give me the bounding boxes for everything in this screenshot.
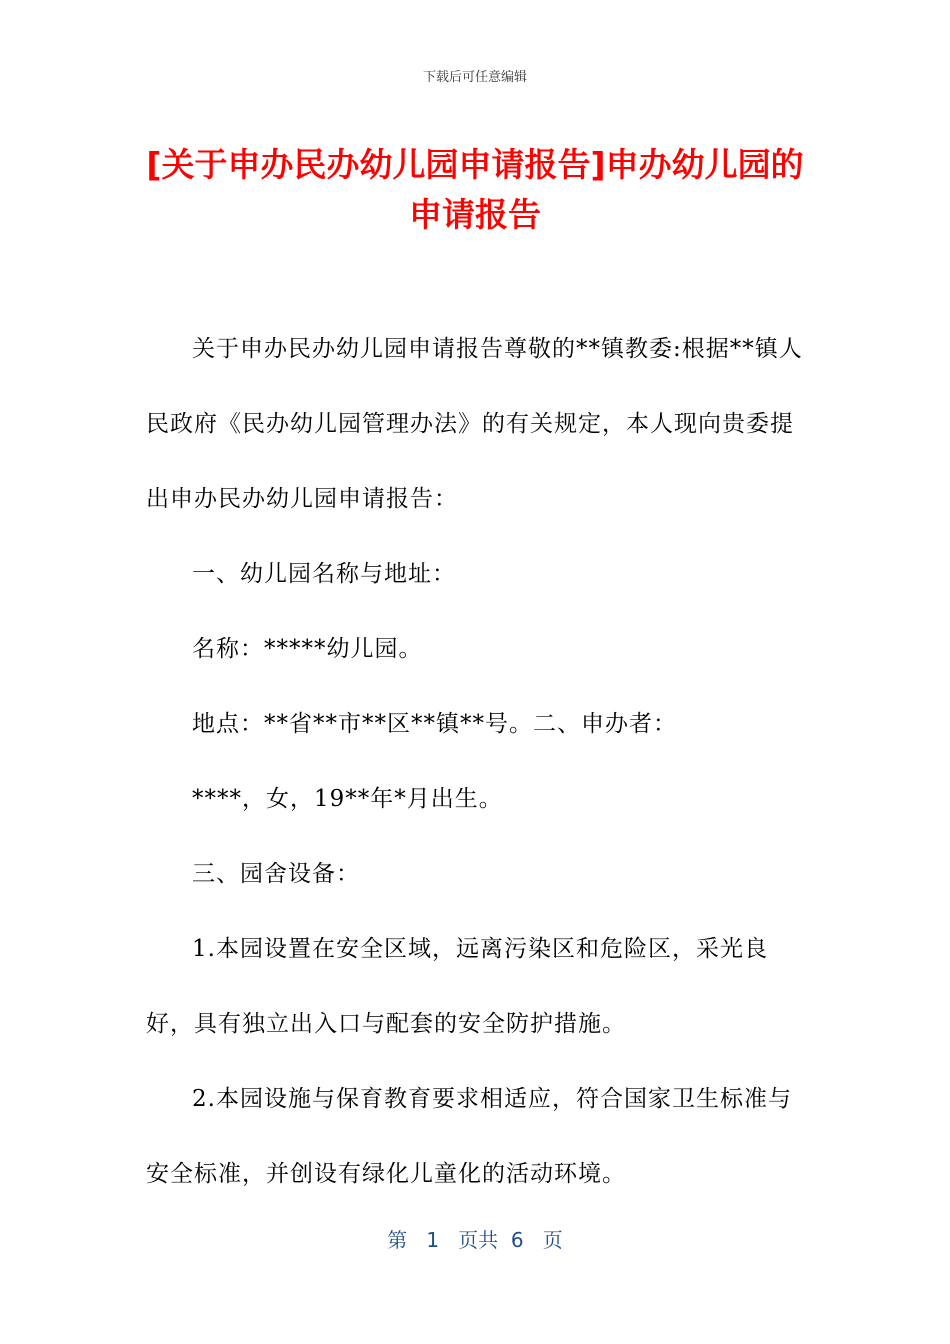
footer-label-end: 页 bbox=[542, 1228, 563, 1252]
footer-current-page: 1 bbox=[426, 1228, 440, 1252]
paragraph-address: 地点：**省**市**区**镇**号。二、申办者： bbox=[192, 711, 677, 737]
paragraph-applicant: ****，女，19**年*月出生。 bbox=[192, 786, 503, 812]
page-footer bbox=[0, 1224, 950, 1253]
footer-label-total: 页共 bbox=[458, 1228, 499, 1252]
paragraph-section-1: 一、幼儿园名称与地址： bbox=[192, 561, 456, 587]
paragraph-item-2: 2.本园设施与保育教育要求相适应，符合国家卫生标准与安全标准，并创设有绿化儿童化的活动环境。 bbox=[146, 1086, 792, 1187]
header-note: 下载后可任意编辑 bbox=[422, 70, 527, 85]
document-title: [关于申办民办幼儿园申请报告]申办幼儿园的申请报告 bbox=[146, 145, 804, 234]
footer-label-page: 第 bbox=[387, 1228, 408, 1252]
paragraph-section-3: 三、园舍设备： bbox=[192, 861, 360, 887]
document-body bbox=[146, 312, 811, 1212]
paragraph-name: 名称：*****幼儿园。 bbox=[192, 636, 423, 662]
footer-total-pages: 6 bbox=[510, 1228, 524, 1252]
paragraph-item-1: 1.本园设置在安全区域，远离污染区和危险区，采光良好，具有独立出入口与配套的安全防护措施。 bbox=[146, 936, 768, 1037]
paragraph-intro: 关于申办民办幼儿园申请报告尊敬的**镇教委:根据**镇人民政府《民办幼儿园管理办法》的有关规定，本人现向贵委提出申办民办幼儿园申请报告： bbox=[146, 336, 803, 512]
